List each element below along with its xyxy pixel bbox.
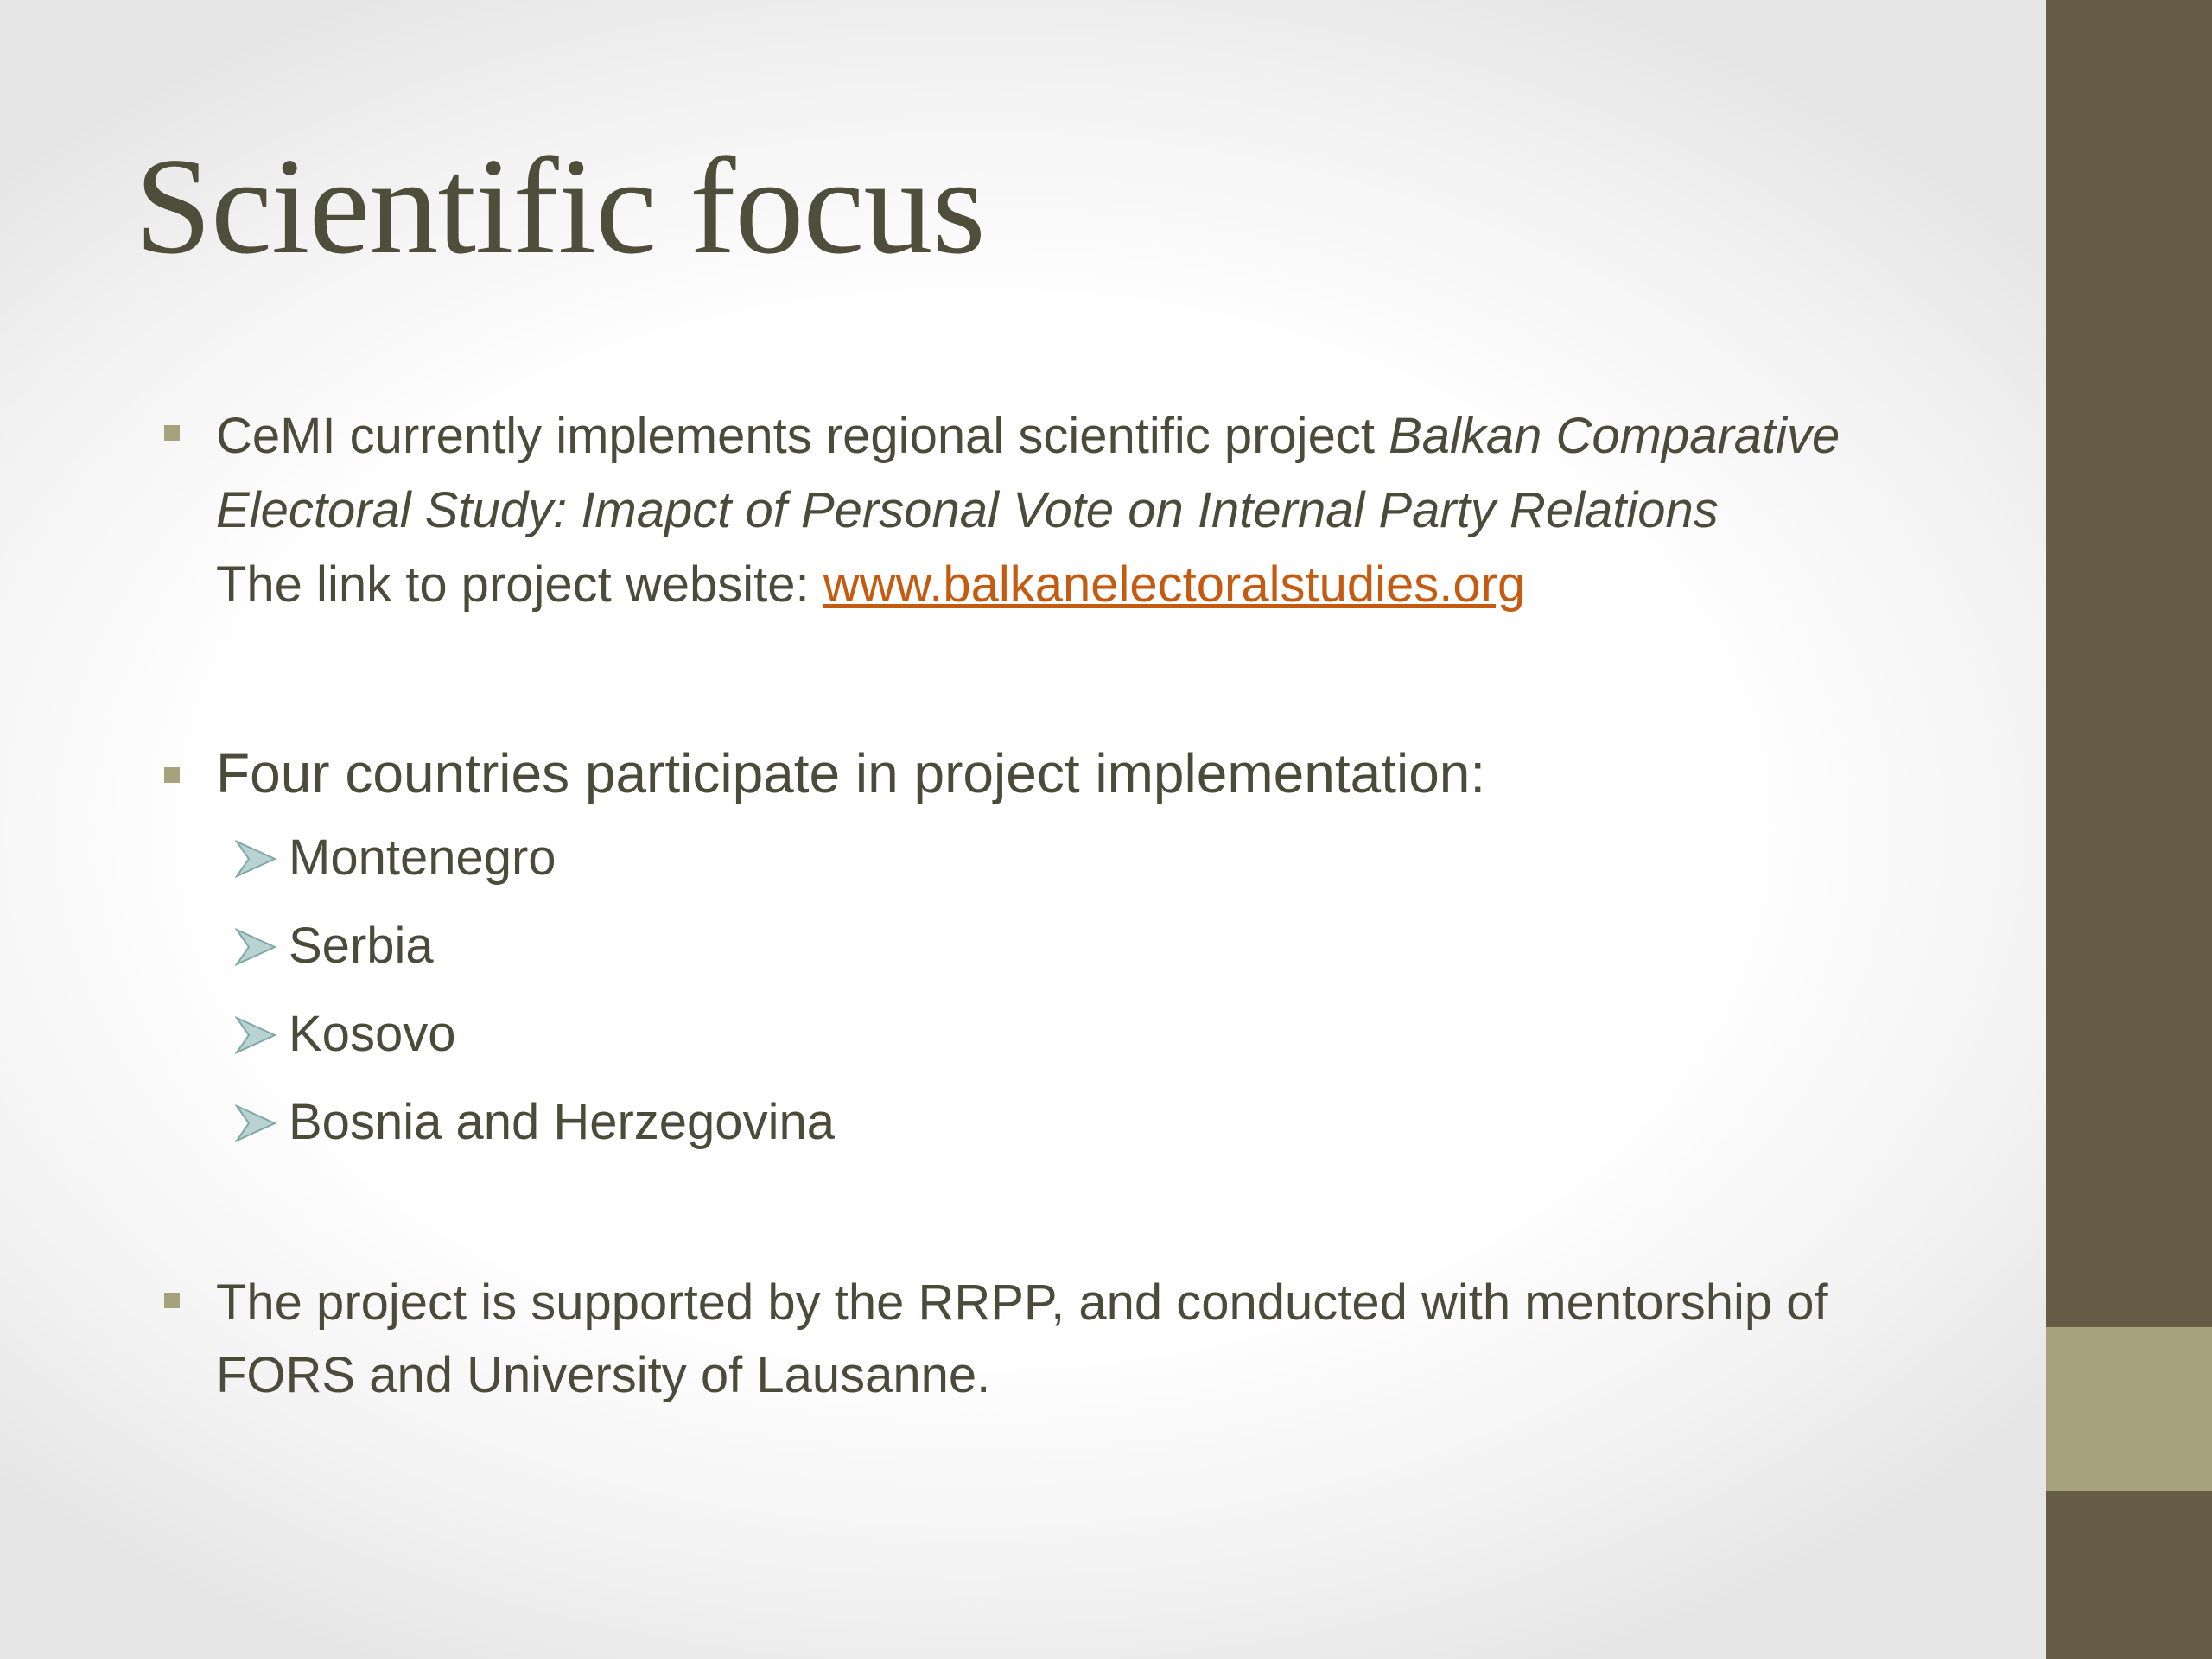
arrow-bullet-icon [235, 1104, 276, 1142]
project-website-link[interactable]: www.balkanelectoralstudies.org [823, 556, 1526, 613]
bullet-countries-text: Four countries participate in project implementation: [216, 742, 1486, 804]
bullet-support-text: The project is supported by the RRPP, and conducted with mentorship of FORS and University of Lausanne. [216, 1274, 1828, 1403]
square-bullet-icon [164, 425, 180, 441]
arrow-bullet-icon [235, 840, 276, 878]
link-prefix: The link to project website: [216, 556, 823, 613]
list-item [235, 814, 1892, 902]
content-area [164, 399, 1892, 1412]
country-name: Kosovo [289, 1006, 456, 1062]
project-title: Balkan Comparative Electoral Study: Imapct of Personal Vote on Internal Party Relations [216, 408, 1840, 538]
country-name: Serbia [289, 918, 434, 974]
arrow-bullet-icon [235, 928, 276, 966]
bullet-countries [164, 734, 1892, 812]
square-bullet-icon [164, 767, 180, 783]
square-bullet-icon [164, 1293, 180, 1308]
list-item [235, 990, 1892, 1078]
list-item [235, 902, 1892, 990]
country-name: Montenegro [289, 830, 556, 886]
country-list [235, 814, 1892, 1166]
list-item [235, 1078, 1892, 1166]
page-title: Scientific focus [135, 129, 985, 283]
bullet-project-text: CeMI currently implements regional scientific project [216, 408, 1389, 464]
bullet-support [164, 1267, 1892, 1412]
arrow-bullet-icon [235, 1016, 276, 1054]
bullet-project [164, 399, 1892, 622]
side-accent-block [2046, 1327, 2212, 1491]
country-name: Bosnia and Herzegovina [289, 1094, 835, 1150]
